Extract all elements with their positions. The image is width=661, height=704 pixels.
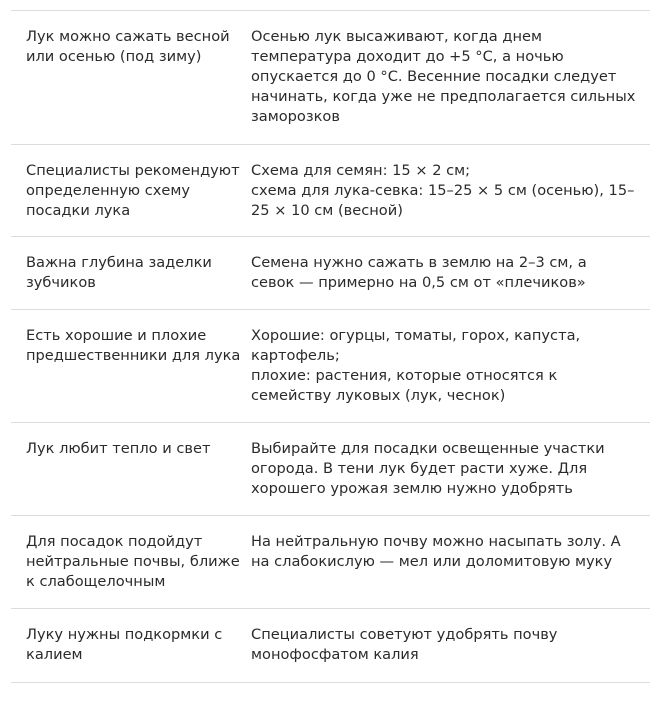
explanation-cell: Специалисты советуют удобрять почву монофосфатом калия [251,626,558,663]
table-row [11,145,650,237]
table-row [11,423,650,516]
tip-cell: Луку нужны подкормки с калием [26,626,223,663]
tip-cell: Есть хорошие и плохие предшественники для лука [26,327,241,364]
table-row [11,11,650,145]
tip-cell: Для посадок подойдут нейтральные почвы, ближе к слабощелочным [26,533,240,590]
table-row [11,609,650,683]
explanation-cell: Схема для семян: 15 × 2 см; схема для лука-севка: 15–25 × 5 см (осенью), 15– 25 × 10 см (весной) [251,162,635,219]
explanation-cell: Хорошие: огурцы, томаты, горох, капуста, картофель; плохие: растения, которые относятся к семейству луковых (лук, чеснок) [251,327,581,404]
tip-cell: Специалисты рекомендуют определенную схему посадки лука [26,162,240,219]
table-row [11,237,650,310]
tip-cell: Лук любит тепло и свет [26,440,211,457]
tip-cell: Лук можно сажать весной или осенью (под зиму) [26,28,230,65]
explanation-cell: Выбирайте для посадки освещенные участки огорода. В тени лук будет расти хуже. Для хорошего урожая землю нужно удобрять [251,440,605,497]
tip-cell: Важна глубина заделки зубчиков [26,254,212,291]
explanation-cell: На нейтральную почву можно насыпать золу. А на слабокислую — мел или доломитовую муку [251,533,621,570]
table-row [11,516,650,609]
table-row [11,310,650,423]
explanation-cell: Семена нужно сажать в землю на 2–3 см, а севок — примерно на 0,5 см от «плечиков» [251,254,587,291]
planting-tips-table [11,10,650,683]
explanation-cell: Осенью лук высаживают, когда днем температура доходит до +5 °C, а ночью опускается до 0 °C. Весенние посадки следует начинать, когда уже не предполагается сильных заморозков [251,28,636,125]
